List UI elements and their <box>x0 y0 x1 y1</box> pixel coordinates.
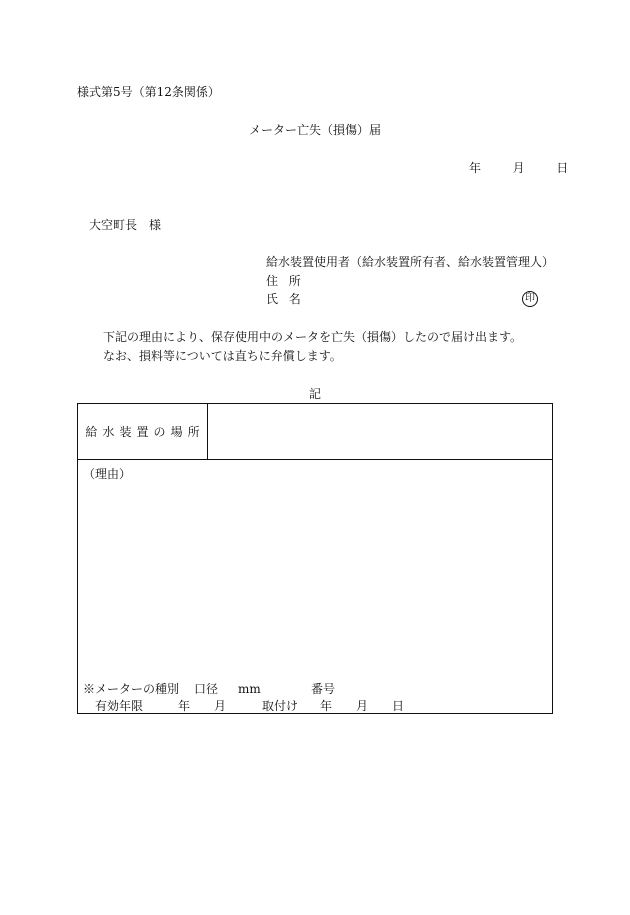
date-day-label: 日 <box>556 161 569 175</box>
address-label: 住所 <box>266 274 312 288</box>
install-label: 取付け <box>262 699 299 713</box>
location-label-cell <box>78 404 208 459</box>
install-year-label: 年 <box>320 699 333 713</box>
location-value-field[interactable] <box>208 404 552 459</box>
reason-label: （理由） <box>83 467 132 481</box>
expiry-month-label: 月 <box>214 699 227 713</box>
date-year-label: 年 <box>469 161 482 175</box>
location-label: 給水装置の場所 <box>85 424 205 439</box>
caliber-unit: mm <box>238 682 261 696</box>
body-text-line-2: なお、損料等については直ちに弁償します。 <box>103 349 342 363</box>
install-month-label: 月 <box>356 699 369 713</box>
date-line <box>469 162 568 174</box>
date-month-label: 月 <box>512 161 525 175</box>
location-row <box>78 404 552 460</box>
meter-type-label: ※メーターの種別 <box>83 682 180 696</box>
form-table <box>77 403 553 714</box>
install-day-label: 日 <box>392 699 405 713</box>
expiry-label: 有効年限 <box>95 699 144 713</box>
seal-mark: 印 <box>522 291 538 307</box>
name-label: 氏名 <box>266 292 312 306</box>
body-text-line-1: 下記の理由により、保存使用中のメータを亡失（損傷）したので届け出ます。 <box>103 330 523 344</box>
ki-heading: 記 <box>308 387 321 401</box>
document-title: メーター亡失（損傷）届 <box>248 123 381 137</box>
addressee: 大空町長 様 <box>89 218 162 232</box>
caliber-label: 口径 <box>194 682 219 696</box>
applicant-label: 給水装置使用者（給水装置所有者、給水装置管理人） <box>266 255 555 269</box>
expiry-year-label: 年 <box>178 699 191 713</box>
meter-number-label: 番号 <box>311 682 336 696</box>
form-number: 様式第5号（第12条関係） <box>77 85 220 99</box>
